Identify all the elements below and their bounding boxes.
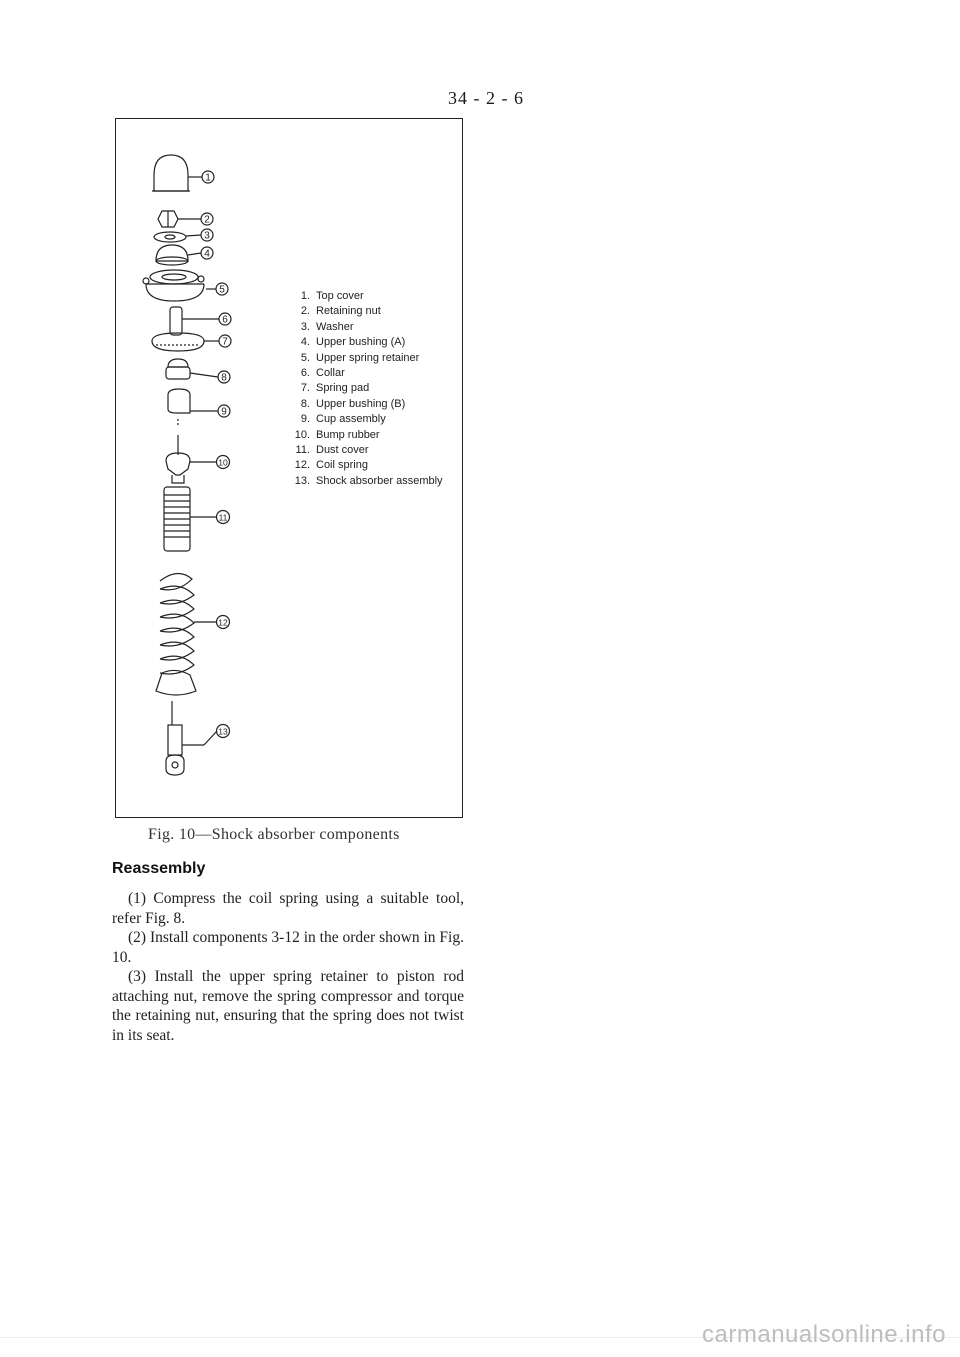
part-retaining-nut	[158, 211, 201, 227]
legend-item: 13. Shock absorber assembly	[294, 474, 443, 487]
callout-11-label: 11	[218, 512, 228, 523]
callout-6-label: 6	[222, 314, 228, 326]
callout-12-label: 12	[218, 617, 228, 628]
part-collar	[170, 307, 219, 335]
figure-caption: Fig. 10—Shock absorber components	[148, 826, 400, 843]
legend-item: 12. Coil spring	[294, 459, 368, 472]
callout-7-label: 7	[222, 336, 228, 348]
page-number: 34 - 2 - 6	[448, 88, 524, 108]
part-coil-spring	[156, 573, 217, 695]
legend-item: 10. Bump rubber	[294, 428, 380, 441]
legend-item: 3. Washer	[300, 320, 354, 333]
part-upper-spring-retainer	[143, 270, 216, 301]
part-spring-pad	[152, 333, 219, 351]
callout-4-label: 4	[204, 248, 210, 260]
part-bump-rubber	[166, 453, 217, 483]
part-upper-bushing-a	[156, 245, 201, 265]
callout-13-label: 13	[218, 726, 228, 737]
callout-10-label: 10	[218, 457, 228, 468]
part-cup-assembly	[168, 389, 218, 455]
reassembly-steps	[112, 889, 464, 1045]
parts-legend	[284, 289, 459, 489]
step-paragraph: (1) Compress the coil spring using a suitable tool, refer Fig. 8.	[112, 890, 464, 927]
step-paragraph: (3) Install the upper spring retainer to piston rod attaching nut, remove the spring compressor and torque the retaining nut, ensuring that the spring does not twist in its seat.	[112, 968, 464, 1044]
section-heading: Reassembly	[112, 860, 206, 877]
callout-8-label: 8	[221, 372, 227, 384]
part-top-cover	[152, 155, 202, 191]
legend-item: 8. Upper bushing (B)	[300, 397, 406, 410]
legend-item: 4. Upper bushing (A)	[300, 336, 406, 349]
legend-item: 2. Retaining nut	[300, 305, 381, 318]
callout-1-label: 1	[205, 172, 211, 184]
legend-item: 1. Top cover	[300, 290, 364, 302]
step-paragraph: (2) Install components 3-12 in the order shown in Fig. 10.	[112, 929, 464, 966]
figure-frame	[115, 118, 463, 818]
callout-5-label: 5	[219, 284, 225, 296]
watermark: carmanualsonline.info	[702, 1321, 946, 1348]
legend-item: 6. Collar	[300, 367, 345, 380]
part-washer	[154, 232, 201, 242]
callout-9-label: 9	[221, 406, 227, 418]
callout-2-label: 2	[204, 214, 210, 226]
legend-item: 5. Upper spring retainer	[300, 351, 420, 364]
part-dust-cover	[164, 487, 217, 551]
legend-item: 7. Spring pad	[300, 382, 370, 395]
part-upper-bushing-b	[166, 359, 218, 379]
part-shock-absorber	[166, 701, 217, 775]
legend-item: 11. Dust cover	[295, 444, 369, 457]
legend-item: 9. Cup assembly	[300, 413, 386, 426]
callout-3-label: 3	[204, 230, 210, 242]
